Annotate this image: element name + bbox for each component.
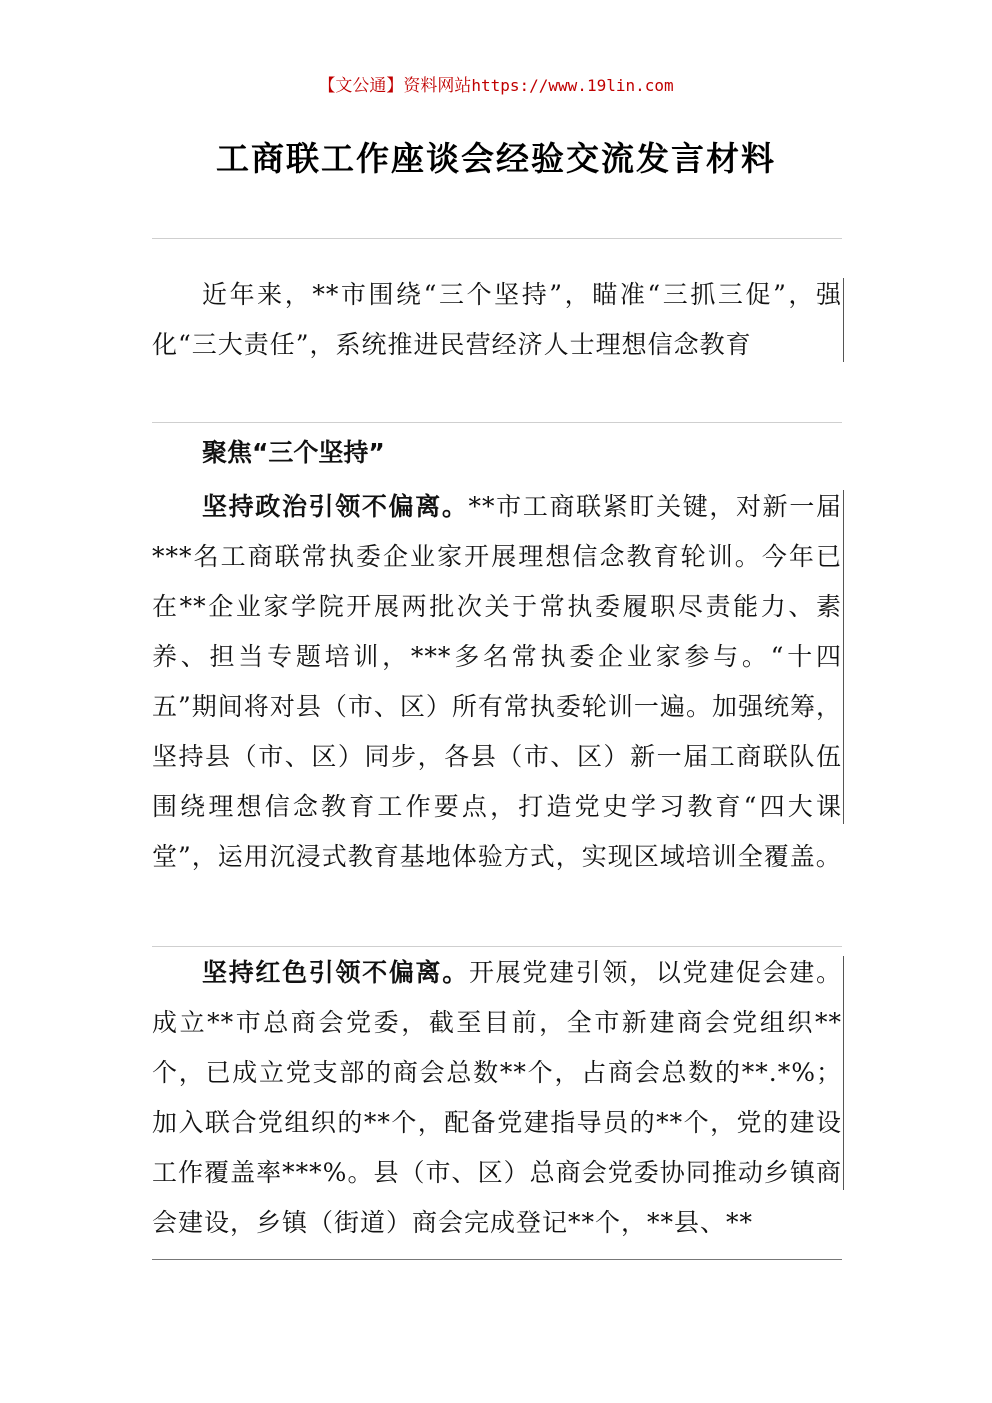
margin-bar [843, 490, 844, 824]
paragraph-text: **市工商联紧盯关键，对新一届***名工商联常执委企业家开展理想信念教育轮训。今年已在**企业家学院开展两批次关于常执委履职尽责能力、素养、担当专题培训，***多名常执委企业家参与。“十四五”期间将对县（市、区）所有常执委轮训一遍。加强统筹，坚持县（市、区）同步，各县（市、区）新一届工商联队伍围绕理想信念教育工作要点，打造党史学习教育“四大课堂”，运用沉浸式教育基地体验方式，实现区域培训全覆盖。 [152, 492, 842, 871]
document-title: 工商联工作座谈会经验交流发言材料 [216, 139, 776, 178]
divider [152, 422, 842, 423]
paragraph-1 [152, 482, 842, 882]
section-heading: 聚焦“三个坚持” [202, 438, 385, 467]
margin-bar [843, 956, 844, 1190]
divider [152, 238, 842, 239]
paragraph-text: 开展党建引领，以党建促会建。成立**市总商会党委，截至目前，全市新建商会党组织**个，已成立党支部的商会总数**个，占商会总数的**.*%；加入联合党组织的**个，配备党建指导员的**个，党的建设工作覆盖率***%。县（市、区）总商会党委协同推动乡镇商会建设，乡镇（街道）商会完成登记**个，**县、** [152, 958, 842, 1237]
watermark-header [0, 74, 992, 98]
margin-bar [843, 278, 844, 362]
page-bottom-rule [152, 1259, 842, 1260]
intro-block [152, 270, 842, 370]
paragraph-lead: 坚持政治引领不偏离。 [202, 492, 469, 521]
body-paragraph [152, 948, 842, 1248]
body-paragraph [152, 482, 842, 882]
site-url[interactable]: https://www.19lin.com [471, 76, 674, 95]
intro-paragraph: 近年来，**市围绕“三个坚持”，瞄准“三抓三促”，强化“三大责任”，系统推进民营经济人士理想信念教育 [152, 280, 842, 359]
paragraph-lead: 坚持红色引领不偏离。 [202, 958, 469, 987]
paragraph-2 [152, 948, 842, 1248]
site-label: 资料网站 [403, 76, 472, 96]
brand-label: 【文公通】 [318, 76, 404, 96]
divider [152, 946, 842, 947]
